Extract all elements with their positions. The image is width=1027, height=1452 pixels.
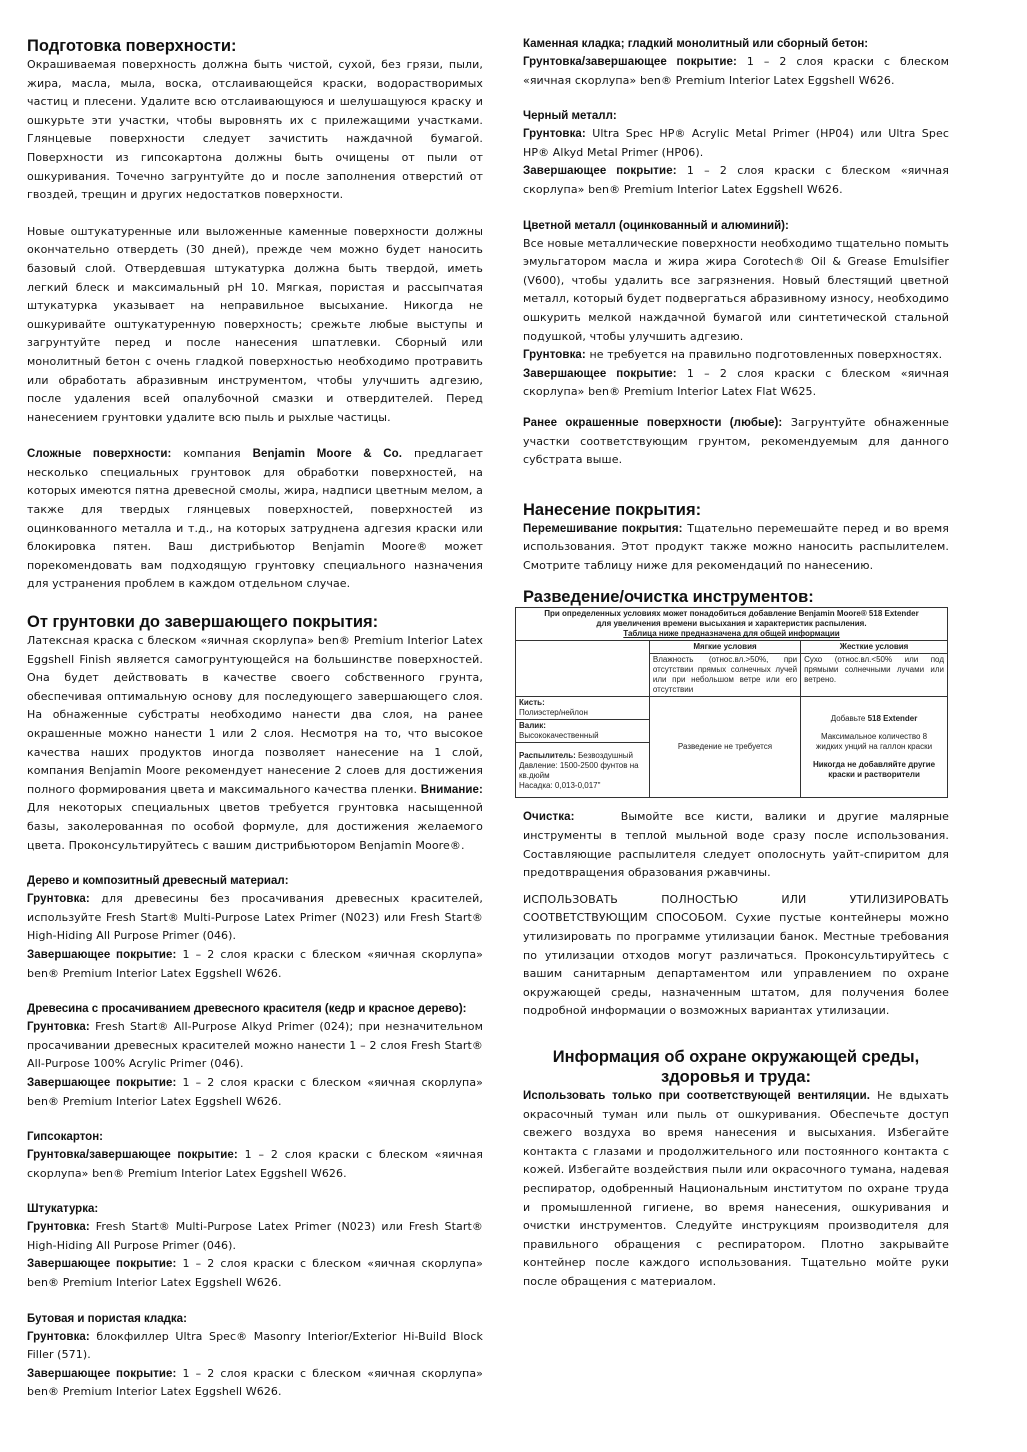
application-heading: Нанесение покрытия: (523, 500, 702, 519)
difficult-surfaces-label: Сложные поверхности: (27, 448, 172, 461)
primer-line: Грунтовка: не требуется на правильно подготовленных поверхностях. (523, 348, 943, 362)
sprayer-cell: Распылитель: Безвоздушный Давление: 1500-2500 фунтов на кв.дюйм Насадка: 0,013-0,017" (516, 743, 650, 798)
mixing-paragraph: Перемешивание покрытия: Тщательно перемешайте перед и во время использования. Этот продукт также можно наносить распылителем. Смотрите таблицу ниже для рекомендаций по нанесению. (523, 521, 949, 572)
table-intro: При определенных условиях может понадобиться добавление Benjamin Moore® 518 Extender для увеличения времени высыхания и характеристик распыления. Таблица ниже предназначена для общей информации (516, 608, 948, 641)
ehs-heading: Информация об охране окружающей среды, здоровья и труда: (552, 1048, 920, 1086)
column-header-mild: Мягкие условия (649, 641, 800, 654)
finish-line: Завершающее покрытие: 1 – 2 слоя краски с блеском «яичная скорлупа» ben® Premium Interior Latex Eggshell W626. (27, 1257, 484, 1290)
thinning-heading: Разведение/очистка инструментов: (523, 588, 814, 607)
previously-painted-paragraph: Ранее окрашенные поверхности (любые): Загрунтуйте обнаженные участки соответствующим грунтом, рекомендуемым для данного субстрата выше. (523, 415, 949, 467)
brush-cell: Кисть: Полиэстер/нейлон (516, 697, 650, 720)
substrate-masonry (27, 1311, 483, 1402)
primer-to-finish-paragraph: Латексная краска с блеском «яичная скорлупа» ben® Premium Interior Latex Eggshell Finish является самогрунтующейся на большинстве поверхностей. Она будет действовать в качестве своего собственного грунта, обеспечивая оптимальную основу для последующего завершающего слоя. На обнаженные субстраты необходимо нанести два слоя, на ранее окрашенные можно нанести 1 или 2 слоя. Несмотря на то, что высокое качества наших продуктов иногда позволяет нанесение на 1 слой, компания Benjamin Moore рекомендует нанесение 2 слоев для достижения полного формирования цвета и максимального качества пленки. Внимание: Для некоторых специальных цветов требуется грунтовка насыщенной базы, заколерованная по особой формуле, для достижения желаемого цвета. Проконсультируйтесь с вашим дистрибьютором Benjamin Moore®. (27, 634, 483, 852)
empty-cell (516, 641, 650, 697)
primer-finish-line: Грунтовка/завершающее покрытие: 1 – 2 слоя краски с блеском «яичная скорлупа» ben® Premium Interior Latex Eggshell W626. (523, 55, 949, 87)
substrate-ferrous-metal (523, 108, 949, 199)
finish-line: Завершающее покрытие: 1 – 2 слоя краски с блеском «яичная скорлупа» ben® Premium Interior Latex Eggshell W626. (27, 947, 484, 980)
substrate-concrete (523, 36, 949, 90)
substrate-title: Цветной металл (оцинкованный и алюминий): (523, 219, 789, 232)
substrate-title: Гипсокартон: (27, 1131, 103, 1144)
brand-name: Benjamin Moore & Co. (252, 448, 403, 461)
substrate-title: Дерево и композитный древесный материал: (27, 875, 289, 888)
substrate-title: Штукатурка: (27, 1203, 99, 1216)
finish-line: Завершающее покрытие: 1 – 2 слоя краски с блеском «яичная скорлупа» ben® Premium Interior Latex Flat W625. (523, 366, 949, 399)
right-column (519, 36, 953, 1292)
surface-prep-paragraph: Окрашиваемая поверхность должна быть чистой, сухой, без грязи, пыли, жира, масла, мыла, воска, отслаивающейся краски, водорастворимых частиц и плесени. Удалите всю отслаивающуюся и шелушащуюся краску и ошкурьте эти участки, чтобы выровнять их с прилежащими участками. Глянцевые поверхности следует зачистить наждачной бумагой. Поверхности из гипсокартона должны быть очищены от пыли от ошкуривания. Точечно загрунтуйте до и после заполнения отверстий от гвоздей, трещин и других недостатков поверхности. (27, 58, 483, 202)
finish-line: Завершающее покрытие: 1 – 2 слоя краски с блеском «яичная скорлупа» ben® Premium Interior Latex Eggshell W626. (523, 164, 949, 196)
note-label: Внимание: (420, 783, 483, 796)
primer-line: Грунтовка: для древесины без просачивания древесных красителей, используйте Fresh Start® Multi-Purpose Latex Primer (N023) или Fresh Start® High-Hiding All Purpose Primer (046). (27, 892, 483, 943)
roller-cell: Валик: Высококачественный (516, 720, 650, 743)
substrate-plaster (27, 1201, 483, 1292)
substrate-bleeding-wood (27, 1001, 483, 1111)
mild-value-cell: Разведение не требуется (649, 697, 800, 798)
primer-line: Грунтовка: Fresh Start® Multi-Purpose Latex Primer (N023) или Fresh Start® High-Hiding All Purpose Primer (046). (27, 1220, 483, 1252)
substrate-drywall (27, 1129, 483, 1183)
finish-line: Завершающее покрытие: 1 – 2 слоя краски с блеском «яичная скорлупа» ben® Premium Interior Latex Eggshell W626. (27, 1075, 484, 1108)
difficult-surfaces-paragraph: Сложные поверхности: компания Benjamin Moore & Co. предлагает несколько специальных грунтовок для обработки поверхностей, на которых имеются пятна древесной смолы, жира, надписи цветным мелом, а также для твердых глянцевых поверхностей, поверхностей из оцинкованного металла и т.д., на которых затруднена адгезия краски или блокировка пятен. Ваш дистрибьютор Benjamin Moore® может порекомендовать вам подходящую грунтовку специального назначения для устранения проблем в каждом отдельном случае. (27, 447, 483, 591)
new-plaster-paragraph: Новые оштукатуренные или выложенные каменные поверхности должны окончательно отвердеть (30 дней), прежде чем можно будет наносить базовый слой. Отвердевшая штукатурка должна быть твердой, иметь легкий блеск и максимальный pH 10. Мягкая, пористая и рассыпчатая штукатурка указывает на неправильное высыхание. Никогда не ошкуривайте оштукатуренную поверхность; срежьте любые выступы и загрунтуйте перед и после нанесения шпатлевки. Сборный или монолитный бетон с очень гладкой поверхностью необходимо протравить или обработать абразивным инструментом, чтобы улучшить адгезию, после удаления всей опалубочной смазки и отвердителей. Перед нанесением грунтовки удалите всю пыль и рыхлые частицы. (27, 224, 483, 424)
cleanup-paragraph: Очистка: Вымойте все кисти, валики и другие малярные инструменты в теплой мыльной воде сразу после использования. Составляющие распылителя следует ополоснуть уайт-спиритом для предотвращения образования ржавчины. (523, 810, 953, 880)
primer-to-finish-heading: От грунтовки до завершающего покрытия: (27, 613, 379, 632)
substrate-title: Древесина с просачиванием древесного красителя (кедр и красное дерево): (27, 1003, 467, 1016)
primer-line: Грунтовка: блокфиллер Ultra Spec® Masonry Interior/Exterior Hi-Build Block Filler (571). (27, 1329, 483, 1362)
ehs-paragraph: Использовать только при соответствующей вентиляции. Не вдыхать окрасочный туман или пыль от ошкуривания. Обеспечьте доступ свежего воздуха во время нанесения и высыхания. Избегайте контакта с глазами и продолжительного или постоянного контакта с кожей. Избегайте воздействия пыли или окрасочного тумана, надевая респиратор, одобренный Национальным институтом по охране труда и промышленной гигиене, во время нанесения, ошкуривания и очистки инструментов. Следуйте инструкциям производителя для правильного обращения с респиратором. Плотно закрывайте контейнер после каждого использования. Тщательно мойте руки после обращения с материалом. (523, 1089, 950, 1288)
finish-line: Завершающее покрытие: 1 – 2 слоя краски с блеском «яичная скорлупа» ben® Premium Interior Latex Eggshell W626. (27, 1366, 484, 1399)
thinning-table (515, 607, 948, 798)
substrate-wood (27, 873, 483, 983)
left-column (27, 36, 483, 1402)
harsh-value-cell: Добавьте 518 Extender Максимальное количество 8 жидких унций на галлон краски Никогда не добавляйте другие краски и растворители (801, 697, 948, 798)
harsh-conditions-description: Сухо (относ.вл.<50% или под прямыми солнечными лучами или ветрено. (801, 654, 948, 697)
substrate-body: Все новые металлические поверхности необходимо тщательно помыть эмульгатором масла и жира жира Corotech® Oil & Grease Emulsifier (V600), чтобы удалить все загрязнения. Новый блестящий цветной металл, который будет подвергаться абразивному износу, необходимо ошкурить мелкой наждачной бумагой или синтетической стальной подушкой, чтобы улучшить адгезию. (523, 236, 949, 343)
primer-line: Грунтовка: Ultra Spec HP® Acrylic Metal Primer (HP04) или Ultra Spec HP® Alkyd Metal Primer (HP06). (523, 127, 949, 159)
column-header-harsh: Жесткие условия (801, 641, 948, 654)
substrate-nonferrous-metal (523, 218, 949, 402)
disposal-paragraph: ИСПОЛЬЗОВАТЬ ПОЛНОСТЬЮ ИЛИ УТИЛИЗИРОВАТЬ СООТВЕТСТВУЮЩИМ СПОСОБОМ. Сухие пустые контейнеры можно утилизировать по программе утилизации банок. Местные требования по утилизации отходов могут различаться. Проконсультируйтесь с вашим санитарным департаментом или управлением по охране окружающей среды, назначенным штатом, для получения более подробной информации о возможных вариантах утилизации. (523, 892, 949, 1018)
mild-conditions-description: Влажность (относ.вл.>50%, при отсутствии прямых солнечных лучей или при небольшом ветре или его отсутствии (649, 654, 800, 697)
surface-prep-heading: Подготовка поверхности: (27, 37, 237, 55)
substrate-title: Бутовая и пористая кладка: (27, 1312, 187, 1325)
substrate-title: Каменная кладка; гладкий монолитный или сборный бетон: (523, 38, 869, 50)
primer-finish-line: Грунтовка/завершающее покрытие: 1 – 2 слоя краски с блеском «яичная скорлупа» ben® Premium Interior Latex Eggshell W626. (27, 1148, 483, 1180)
primer-line: Грунтовка: Fresh Start® All-Purpose Alkyd Primer (024); при незначительном просачивании древесных красителей можно нанести 1 – 2 слоя Fresh Start® All-Purpose 100% Acrylic Primer (046). (27, 1020, 483, 1071)
substrate-title: Черный металл: (523, 110, 617, 123)
